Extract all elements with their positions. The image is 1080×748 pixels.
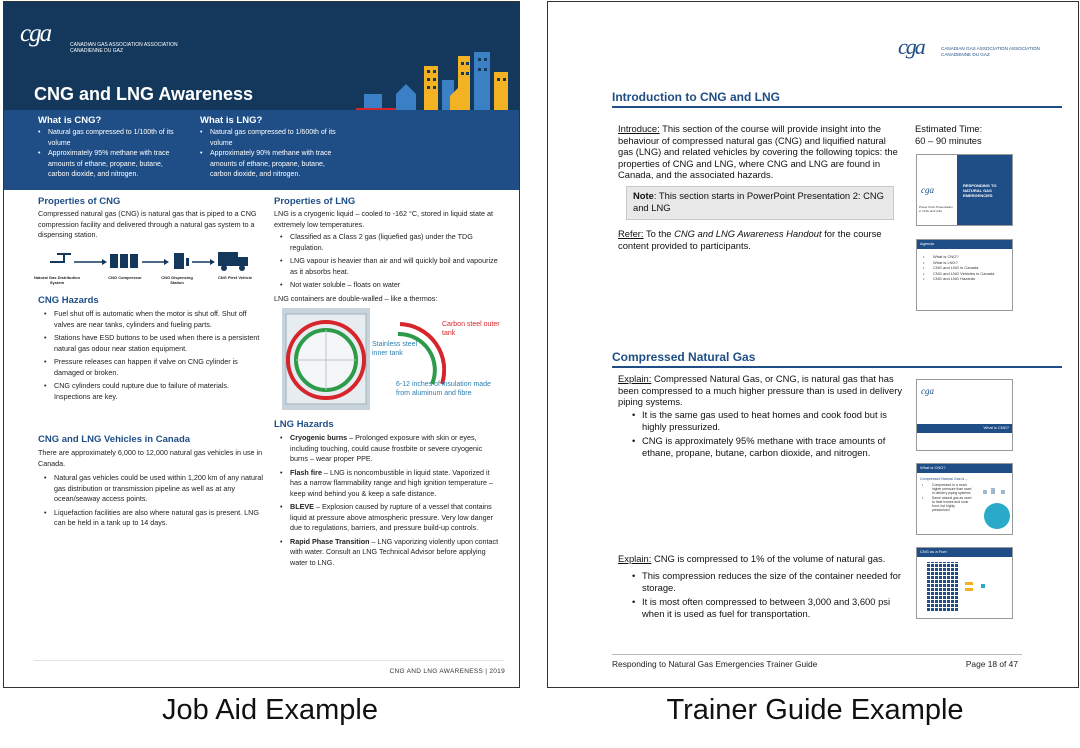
refer-label: Refer: <box>618 228 644 239</box>
compression-list <box>630 570 905 622</box>
vehicles-heading: CNG and LNG Vehicles in Canada <box>38 434 191 445</box>
cng-hazards-list <box>42 309 264 405</box>
list-item: • Liquefaction facilities are also where natural gas is present. LNG can be held in a tank up to 14 days. <box>42 508 264 529</box>
section-title-cng: Compressed Natural Gas <box>612 350 756 364</box>
note-label: Note <box>633 190 654 201</box>
properties-cng-text: Compressed natural gas (CNG) is natural gas that is piped to a CNG compression facility and delivered through a natural gas system to a dispensing station. <box>38 209 257 239</box>
estimated-time-label: Estimated Time: <box>915 123 983 134</box>
properties-cng-heading: Properties of CNG <box>38 196 121 207</box>
flow-label: CNG Dispensing Station <box>161 275 193 285</box>
job-aid-footer: CNG AND LNG AWARENESS | 2019 <box>389 668 505 675</box>
list-item: • This compression reduces the size of the container needed for storage. <box>630 570 905 593</box>
vehicles-list <box>42 473 264 532</box>
note-box <box>626 186 894 220</box>
slide-title-text: RESPONDING TO NATURAL GAS EMERGENCIES <box>963 183 997 198</box>
what-is-lng-list <box>198 128 348 181</box>
hazard-term: Flash fire <box>290 467 322 477</box>
outer-tank-label: Carbon steel outer tank <box>442 321 500 337</box>
slide-thumbnail-agenda <box>916 239 1013 311</box>
handout-title: CNG and LNG Awareness Handout <box>674 228 822 239</box>
hazard-text: – Explosion caused by rupture of a vessel that contains liquid at pressure above atmospheric pressure. Very low danger due to regulations, barriers, and pressure build-up controls. <box>290 502 493 532</box>
estimated-time-value: 60 – 90 minutes <box>915 134 982 146</box>
hazard-text: – Prolonged exposure with skin or eyes, including touching, could cause frostbite or severe cryogenic burns – wear proper PPE. <box>290 433 483 463</box>
cng-points-list <box>630 409 905 461</box>
estimated-time <box>915 123 1025 146</box>
cng-flow-diagram <box>44 250 254 274</box>
list-item: • Approximately 95% methane with trace amounts of ethane, propane, butane, carbon dioxide, and nitrogen. <box>36 149 186 181</box>
page-number: Page 18 of 47 <box>965 659 1018 669</box>
page-title: CNG and LNG Awareness <box>34 84 254 104</box>
list-item: • Stations have ESD buttons to be used when there is a persistent natural gas odour near station equipment. <box>42 333 264 354</box>
list-item: • Natural gas compressed to 1/100th of its volume <box>36 128 186 149</box>
list-item: • Not water soluble – floats on water <box>278 280 498 291</box>
caption-trainer-guide: Trainer Guide Example <box>666 694 964 726</box>
hazard-term: BLEVE <box>290 502 314 511</box>
introduce-paragraph <box>618 123 903 181</box>
list-item: • What is CNG? <box>921 254 1011 260</box>
inner-tank-label: Stainless steel inner tank <box>372 341 418 357</box>
list-item: • LNG vapour is heavier than air and will quickly boil and vapourize as it absorbs heat. <box>278 256 498 277</box>
caption-job-aid: Job Aid Example <box>161 694 378 726</box>
slide-title-bar: Agenda <box>917 240 1012 249</box>
section-rule <box>612 366 1062 368</box>
list-item <box>278 537 500 569</box>
what-is-cng-list <box>36 128 186 181</box>
refer-text: for the course content provided to participants. <box>618 228 882 251</box>
list-item: • Compressed to a much higher pressure than used in delivery piping systems <box>920 483 972 496</box>
job-aid-page <box>3 1 520 688</box>
slide-bullets <box>920 483 972 512</box>
properties-lng-text: LNG is a cryogenic liquid – cooled to -162 °C, stored in liquid state at extremely low temperatures. <box>274 209 494 229</box>
list-item: • It is the same gas used to heat homes and cook food but is highly pressurized. <box>630 409 905 432</box>
footer-divider <box>34 660 504 661</box>
list-item: • CNG and LNG Hazards <box>921 276 1011 282</box>
what-is-lng-heading: What is LNG? <box>200 115 263 126</box>
slide-subtitle-text: Compressed Natural Gas is ... <box>920 477 969 481</box>
slide-title-bar: What is CNG? <box>917 464 1012 473</box>
explain-text: Compressed Natural Gas, or CNG, is natural gas that has been compressed to a much higher pressure than is used in delivery piping systems. <box>618 373 903 407</box>
list-item: • It is most often compressed to between 3,000 and 3,600 psi when it is used as fuel for transportation. <box>630 596 905 619</box>
lng-hazards-list <box>278 433 500 571</box>
lng-tank-image <box>282 308 370 410</box>
slide-chart-graphic <box>977 486 1013 532</box>
properties-lng-list <box>278 232 498 294</box>
list-item: • CNG and LNG in Canada <box>921 265 1011 271</box>
insulation-label: 6-12 inches of insulation made from aluminum and fibre <box>396 381 491 397</box>
list-item: • Classified as a Class 2 gas (liquefied gas) under the TDG regulation. <box>278 232 498 253</box>
list-item: • Pressure releases can happen if valve on CNG cylinder is damaged or broken. <box>42 357 264 378</box>
list-item: • CNG is approximately 95% methane with trace amounts of ethane, propane, butane, carbon dioxide, and nitrogen. <box>630 435 905 458</box>
refer-text: To the <box>643 228 675 239</box>
list-item: • Approximately 90% methane with trace amounts of ethane, propane, butane, carbon dioxide, and nitrogen. <box>198 149 348 181</box>
introduce-text: This section of the course will provide insight into the behaviour of compressed natural gas (CNG) and liquified natural gas (LNG) and related vehicles by covering the following topics: the properties of CNG and LNG, where CNG and LNG are found in Canada, and the associated hazards. <box>618 123 898 180</box>
note-text: : This section starts in PowerPoint Presentation 2: CNG and LNG <box>633 190 884 213</box>
slide-thumbnail-title <box>916 154 1013 226</box>
explain-paragraph <box>618 553 903 565</box>
flow-label: CNG Compressor <box>108 275 142 280</box>
hazard-text: – LNG vaporizing violently upon contact with water. Consult an LNG Technical Advisor before applying water to LNG. <box>290 536 499 567</box>
list-item: • Natural gas compressed to 1/600th of its volume <box>198 128 348 149</box>
footer-divider <box>612 654 1022 655</box>
explain-label: Explain: <box>618 373 652 384</box>
list-item <box>278 502 500 534</box>
cng-hazards-heading: CNG Hazards <box>38 295 99 306</box>
slide-title-bar: CNG as a Fuel <box>917 548 1012 557</box>
vehicles-text: There are approximately 6,000 to 12,000 natural gas vehicles in use in Canada. <box>38 448 263 468</box>
list-item: • Natural gas vehicles could be used within 1,200 km of any natural gas distribution or transmission pipeline as well as at any ocean/seaway access points. <box>42 473 264 505</box>
trainer-guide-footer-title: Responding to Natural Gas Emergencies Trainer Guide <box>612 659 818 669</box>
section-rule <box>612 106 1062 108</box>
list-item <box>278 433 500 465</box>
hazard-term: Rapid Phase Transition <box>290 536 370 546</box>
slide-title-bar: What is CNG? <box>917 424 1012 433</box>
list-item: • What is LNG? <box>921 260 1011 266</box>
slide-thumbnail-what-is-cng <box>916 379 1013 451</box>
list-item: • Same natural gas as used to heat homes and cook food, but highly pressurized <box>920 496 972 513</box>
explain-label: Explain: <box>618 553 652 564</box>
slide-logo: cga <box>921 185 934 195</box>
slide-grid-graphic <box>923 560 1011 616</box>
what-is-cng-heading: What is CNG? <box>38 115 102 126</box>
section-title-intro: Introduction to CNG and LNG <box>612 90 780 104</box>
cga-logo-mark: cga <box>898 34 924 59</box>
cga-logo-text: CANADIAN GAS ASSOCIATION ASSOCIATION CANADIENNE DU GAZ <box>941 46 1040 57</box>
cga-logo-mark: cga <box>20 20 51 47</box>
slide-logo: cga <box>921 386 934 396</box>
properties-lng-heading: Properties of LNG <box>274 196 356 207</box>
agenda-list <box>921 254 1011 282</box>
cga-logo-text: CANADIAN GAS ASSOCIATION ASSOCIATION CANADIENNE DU GAZ <box>70 42 178 54</box>
hazard-text: – LNG is noncombustible in liquid state. Vaporized it has a narrow flammability range and high ignition temperature – keep wind behind you & keep a safe distance. <box>290 467 493 498</box>
explain-text: CNG is compressed to 1% of the volume of natural gas. <box>651 553 886 564</box>
lng-hazards-heading: LNG Hazards <box>274 419 334 430</box>
refer-paragraph <box>618 228 903 251</box>
introduce-label: Introduce: <box>618 123 660 134</box>
list-item <box>278 468 500 500</box>
slide-thumbnail-cng-detail <box>916 463 1013 535</box>
slide-thumbnail-cng-fuel <box>916 547 1013 619</box>
hazard-term: Cryogenic burns <box>290 433 348 442</box>
list-item: • Fuel shut off is automatic when the motor is shut off. Shut off valves are near tanks, cylinders and fueling parts. <box>42 309 264 330</box>
slide-subtitle-text: Power Point Presentation 2: CNG and LNG <box>919 205 953 213</box>
trainer-guide-page <box>547 1 1079 688</box>
explain-paragraph <box>618 373 903 408</box>
flow-label: Natural Gas Distribution System <box>34 275 81 285</box>
list-item: • CNG and LNG Vehicles in Canada <box>921 271 1011 277</box>
list-item: • CNG cylinders could rupture due to failure of materials. Inspections are key. <box>42 381 264 402</box>
lng-containers-text: LNG containers are double-walled – like a thermos: <box>274 294 438 303</box>
flow-label: CNG Fleet Vehicle <box>217 275 253 280</box>
